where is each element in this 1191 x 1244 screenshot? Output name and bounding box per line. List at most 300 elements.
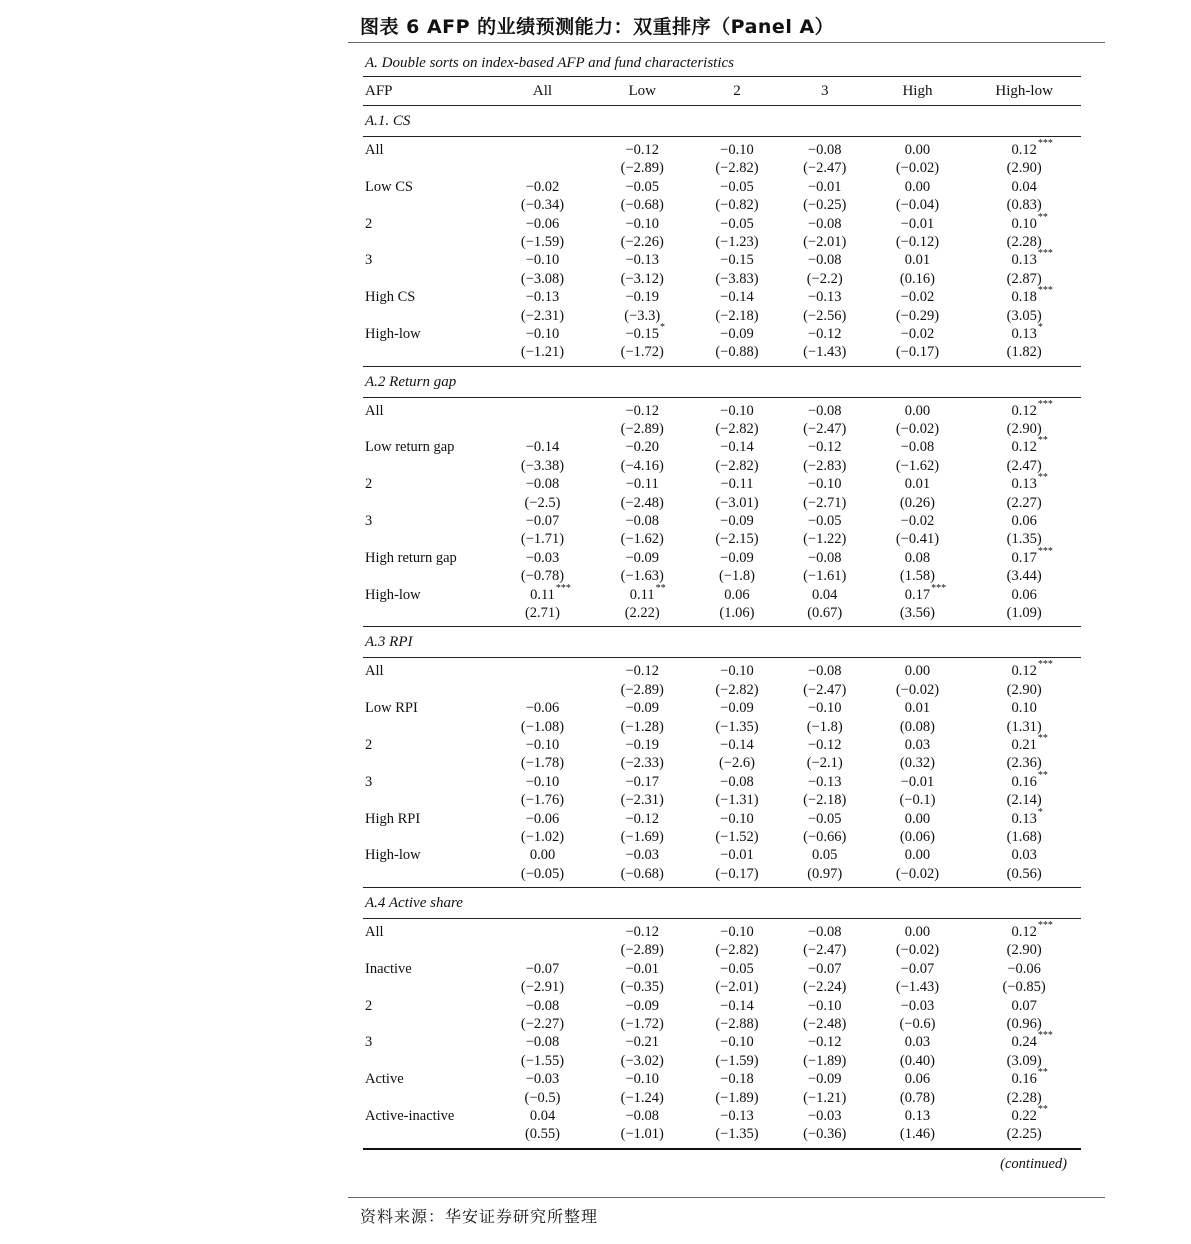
row-label: High-low — [365, 325, 421, 342]
coefficient-cell: 0.01 — [904, 700, 931, 717]
section-title: A.3 RPI — [365, 634, 413, 651]
table-row — [363, 846, 1081, 864]
tstat-cell: (−1.28) — [620, 718, 664, 735]
tstat-cell: (−2.89) — [620, 942, 664, 959]
tstat-cell: (0.78) — [899, 1089, 935, 1106]
tstat-cell: (−2.31) — [520, 307, 565, 324]
significance-stars: *** — [1037, 285, 1053, 297]
tstat-cell: (−2.5) — [524, 494, 561, 511]
coefficient-cell: −0.14 — [720, 997, 754, 1014]
tstat-cell: (−2.1) — [806, 755, 843, 772]
tstat-cell: (−1.78) — [520, 755, 565, 772]
tstat-cell: (−1.21) — [803, 1089, 847, 1106]
coefficient-cell: −0.08 — [807, 663, 842, 680]
coefficient-cell: −0.10 — [720, 810, 754, 827]
coefficient-cell — [967, 545, 1081, 567]
tstat-cell: (−1.43) — [895, 979, 940, 996]
tstat-cell: (2.22) — [624, 604, 660, 621]
tstat-cell: (−2.48) — [620, 494, 664, 511]
coefficient-value: −0.15 — [625, 325, 659, 342]
coefficient-cell: −0.07 — [807, 960, 842, 977]
coefficient-cell: −0.05 — [720, 960, 754, 977]
row-label-blank — [363, 791, 493, 809]
significance-stars: ** — [1037, 435, 1048, 447]
tstat-cell: (3.44) — [1006, 568, 1042, 585]
tstat-row — [363, 681, 1081, 699]
coefficient-cell — [967, 435, 1081, 456]
significance-stars: * — [660, 321, 665, 333]
tstat-cell: (−3.3) — [624, 307, 661, 324]
tstat-cell: (0.40) — [899, 1052, 935, 1069]
coefficient-cell: 0.06 — [724, 586, 750, 603]
coefficient-cell: −0.01 — [720, 847, 754, 864]
tstat-cell: (−0.05) — [520, 865, 565, 882]
coefficient-value: 0.16 — [1011, 773, 1037, 790]
coefficient-cell: 0.00 — [904, 142, 931, 158]
coefficient-cell: −0.09 — [625, 700, 659, 717]
tstat-cell: (2.47) — [1006, 457, 1042, 474]
tstat-cell: (−1.43) — [803, 344, 847, 361]
tstat-cell: (−0.78) — [520, 568, 565, 585]
tstat-cell: (3.56) — [899, 604, 935, 621]
tstat-row — [363, 420, 1081, 438]
table-row — [363, 582, 1081, 604]
coefficient-value: 0.13 — [1011, 252, 1037, 269]
tstat-cell: (−0.82) — [715, 197, 759, 214]
tstat-row — [363, 604, 1081, 622]
coefficient-cell: 0.00 — [904, 847, 931, 864]
tstat-row — [363, 1015, 1081, 1033]
coefficient-cell: −0.09 — [720, 700, 754, 717]
coefficient-cell: −0.03 — [807, 1107, 842, 1124]
table-row — [363, 732, 1081, 754]
table-row — [363, 769, 1081, 791]
tstat-cell: (2.90) — [1006, 421, 1042, 438]
tstat-cell: (−0.29) — [895, 307, 940, 324]
coefficient-cell: 0.13 — [904, 1107, 931, 1124]
coefficient-cell: 0.00 — [904, 810, 931, 827]
tstat-cell: (−2.71) — [803, 494, 847, 511]
tstat-cell: (−0.5) — [524, 1089, 561, 1106]
coefficient-cell — [967, 920, 1081, 941]
coefficient-cell: 0.03 — [1011, 847, 1037, 864]
coefficient-cell: −0.12 — [625, 663, 659, 680]
coefficient-value: 0.13 — [1011, 476, 1037, 493]
tstat-cell: (2.14) — [1006, 792, 1042, 809]
coefficient-cell: −0.01 — [900, 773, 935, 790]
coefficient-cell: −0.12 — [807, 325, 842, 342]
coefficient-cell: −0.19 — [625, 736, 659, 753]
row-label: 3 — [365, 252, 373, 269]
significance-stars: ** — [655, 582, 666, 594]
significance-stars: *** — [1037, 398, 1053, 410]
coefficient-cell — [967, 285, 1081, 306]
significance-stars: ** — [1037, 211, 1048, 223]
tstat-cell: (1.82) — [1006, 344, 1042, 361]
tstat-cell: (0.67) — [807, 604, 843, 621]
tstat-cell: (−1.21) — [520, 344, 565, 361]
coefficient-value: 0.22 — [1011, 1107, 1037, 1124]
coefficient-cell: −0.14 — [525, 439, 560, 456]
row-label: Inactive — [365, 960, 412, 977]
coefficient-cell: −0.14 — [720, 736, 754, 753]
coefficient-cell: −0.08 — [525, 997, 560, 1014]
coefficient-cell: −0.13 — [807, 289, 842, 306]
tstat-cell: (−2.82) — [715, 421, 759, 438]
table-row — [363, 178, 1081, 196]
coefficient-cell — [493, 923, 593, 941]
tstat-cell: (−2.82) — [715, 681, 759, 698]
tstat-cell: (−0.02) — [895, 160, 940, 177]
coefficient-cell: −0.10 — [525, 252, 560, 269]
coefficient-cell — [493, 141, 593, 159]
coefficient-cell: −0.08 — [807, 252, 842, 269]
coefficient-cell: −0.13 — [525, 289, 560, 306]
tstat-cell: (−1.62) — [895, 457, 940, 474]
tstat-cell: (−0.66) — [803, 828, 847, 845]
row-label: Active — [365, 1071, 404, 1088]
coefficient-value: 0.17 — [904, 586, 931, 603]
tstat-cell: (−1.52) — [715, 828, 759, 845]
tstat-cell: (−1.76) — [520, 792, 565, 809]
tstat-cell: (−1.61) — [803, 568, 847, 585]
tstat-row — [363, 343, 1081, 361]
coefficient-cell: −0.08 — [625, 513, 659, 530]
continued-note: (continued) — [1000, 1155, 1067, 1172]
tstat-cell: (−2.88) — [715, 1016, 759, 1033]
tstat-cell: (−1.69) — [620, 828, 664, 845]
coefficient-value: 0.16 — [1011, 1071, 1037, 1088]
column-header: 2 — [733, 83, 741, 99]
tstat-cell: (−2.83) — [803, 457, 847, 474]
tstat-cell: (−1.22) — [803, 531, 847, 548]
row-label-blank — [363, 270, 493, 288]
coefficient-cell — [967, 138, 1081, 159]
tstat-cell: (−0.17) — [895, 344, 940, 361]
coefficient-cell: −0.13 — [807, 773, 842, 790]
significance-stars: ** — [1037, 769, 1048, 781]
coefficient-cell: −0.09 — [625, 997, 659, 1014]
table-header-row — [363, 77, 1081, 105]
tstat-cell: (−0.85) — [1002, 979, 1046, 996]
table-row — [363, 806, 1081, 828]
coefficient-cell: −0.06 — [1007, 960, 1041, 977]
tstat-row — [363, 828, 1081, 846]
tstat-row — [363, 865, 1081, 883]
coefficient-value: 0.12 — [1011, 142, 1037, 158]
coefficient-cell: 0.06 — [904, 1071, 931, 1088]
row-label-blank — [363, 828, 493, 846]
row-label: High RPI — [365, 810, 421, 827]
tstat-cell: (−1.35) — [715, 1126, 759, 1143]
coefficient-cell: −0.07 — [900, 960, 935, 977]
coefficient-value: 0.10 — [1011, 215, 1037, 232]
coefficient-cell: −0.03 — [525, 1071, 560, 1088]
coefficient-cell: −0.10 — [720, 142, 754, 158]
row-label: High CS — [365, 289, 416, 306]
coefficient-cell: 0.00 — [904, 924, 931, 941]
row-label: Low return gap — [365, 439, 455, 456]
tstat-cell: (0.83) — [1006, 197, 1042, 214]
coefficient-cell: −0.09 — [720, 549, 754, 566]
significance-stars: ** — [1037, 1103, 1048, 1115]
coefficient-cell: −0.06 — [525, 215, 560, 232]
tstat-cell: (−2.15) — [715, 531, 759, 548]
tstat-cell: (−1.89) — [803, 1052, 847, 1069]
coefficient-value: 0.21 — [1011, 736, 1037, 753]
tstat-row — [363, 159, 1081, 177]
coefficient-cell — [967, 659, 1081, 680]
coefficient-cell: −0.10 — [525, 736, 560, 753]
tstat-cell — [493, 420, 593, 438]
column-header: High-low — [995, 83, 1053, 99]
tstat-cell: (3.05) — [1006, 307, 1042, 324]
row-label-blank — [363, 681, 493, 699]
coefficient-cell: −0.18 — [720, 1071, 754, 1088]
tstat-cell: (0.32) — [899, 755, 935, 772]
tstat-cell: (−2.47) — [803, 160, 847, 177]
tstat-row — [363, 307, 1081, 325]
coefficient-cell: −0.02 — [525, 178, 560, 195]
section-title: A.4 Active share — [365, 895, 463, 912]
table-row — [363, 997, 1081, 1015]
row-label-blank — [363, 567, 493, 585]
tstat-cell: (−0.17) — [715, 865, 759, 882]
tstat-cell: (−1.8) — [806, 718, 843, 735]
coefficient-value: 0.11 — [530, 586, 555, 603]
tstat-cell: (1.06) — [719, 604, 755, 621]
coefficient-cell — [493, 662, 593, 680]
row-label-blank — [363, 196, 493, 214]
tstat-cell: (0.26) — [899, 494, 935, 511]
tstat-cell: (2.28) — [1006, 1089, 1042, 1106]
coefficient-cell: −0.08 — [720, 773, 754, 790]
figure-title: 图表 6 AFP 的业绩预测能力：双重排序（Panel A） — [360, 16, 835, 38]
significance-stars: * — [1037, 806, 1043, 818]
row-label: Active-inactive — [365, 1107, 455, 1124]
coefficient-cell: 0.00 — [904, 663, 931, 680]
coefficient-cell: −0.09 — [625, 549, 659, 566]
source-note: 资料来源：华安证券研究所整理 — [360, 1207, 599, 1226]
coefficient-value: 0.18 — [1011, 289, 1037, 306]
coefficient-cell: −0.08 — [525, 476, 560, 493]
coefficient-cell: −0.09 — [720, 325, 754, 342]
coefficient-cell: −0.09 — [807, 1071, 842, 1088]
column-header: High — [902, 83, 933, 99]
coefficient-cell: −0.12 — [807, 439, 842, 456]
coefficient-cell: −0.06 — [525, 810, 560, 827]
tstat-cell: (1.46) — [899, 1126, 935, 1143]
coefficient-cell: −0.10 — [720, 402, 754, 419]
tstat-cell: (−0.25) — [803, 197, 847, 214]
coefficient-cell: −0.05 — [807, 810, 842, 827]
significance-stars: *** — [1037, 248, 1053, 260]
coefficient-cell: −0.07 — [525, 513, 560, 530]
tstat-row — [363, 567, 1081, 585]
coefficient-cell — [493, 582, 593, 604]
tstat-cell: (−4.16) — [620, 457, 664, 474]
row-label: 3 — [365, 773, 373, 790]
tstat-cell: (−2.82) — [715, 457, 759, 474]
coefficient-cell: 0.04 — [1011, 178, 1037, 195]
coefficient-cell — [967, 472, 1081, 493]
coefficient-value: 0.12 — [1011, 663, 1037, 680]
tstat-cell: (−0.68) — [620, 865, 664, 882]
table-row — [363, 211, 1081, 233]
tstat-cell: (0.56) — [1006, 865, 1042, 882]
tstat-cell: (−2.18) — [715, 307, 759, 324]
coefficient-cell: 0.10 — [1011, 700, 1037, 717]
row-label: 3 — [365, 513, 373, 530]
tstat-row — [363, 791, 1081, 809]
table-row — [363, 1067, 1081, 1088]
tstat-cell: (0.97) — [807, 865, 843, 882]
coefficient-value: 0.17 — [1011, 549, 1037, 566]
coefficient-value: 0.12 — [1011, 402, 1037, 419]
bottom-rule — [348, 1197, 1105, 1198]
tstat-cell: (−1.72) — [620, 344, 664, 361]
tstat-cell: (2.25) — [1006, 1126, 1042, 1143]
row-label-blank — [363, 978, 493, 996]
results-table — [363, 51, 1081, 1178]
row-label-blank — [363, 754, 493, 772]
tstat-row — [363, 1089, 1081, 1107]
coefficient-cell: −0.10 — [807, 700, 842, 717]
table-row — [363, 1030, 1081, 1051]
table-row — [363, 398, 1081, 420]
coefficient-cell: −0.10 — [807, 997, 842, 1014]
coefficient-cell: −0.13 — [625, 252, 659, 269]
significance-stars: * — [1037, 321, 1043, 333]
row-label: High return gap — [365, 549, 457, 566]
coefficient-cell: −0.01 — [625, 960, 659, 977]
coefficient-cell: −0.10 — [720, 924, 754, 941]
tstat-cell: (−2.56) — [803, 307, 847, 324]
coefficient-cell — [592, 582, 692, 604]
tstat-row — [363, 196, 1081, 214]
tstat-cell: (−2.89) — [620, 681, 664, 698]
coefficient-cell: −0.12 — [807, 736, 842, 753]
coefficient-cell: −0.10 — [525, 773, 560, 790]
column-header: Low — [628, 83, 656, 99]
coefficient-cell: −0.12 — [625, 810, 659, 827]
tstat-cell: (2.90) — [1006, 942, 1042, 959]
coefficient-cell: −0.17 — [625, 773, 659, 790]
tstat-cell: (−2.26) — [620, 233, 664, 250]
coefficient-cell: −0.08 — [807, 142, 842, 158]
tstat-cell: (−1.62) — [620, 531, 664, 548]
coefficient-cell: −0.08 — [807, 549, 842, 566]
tstat-cell: (2.90) — [1006, 681, 1042, 698]
coefficient-value: 0.12 — [1011, 439, 1037, 456]
row-label: Low RPI — [365, 700, 418, 717]
table-row — [363, 138, 1081, 159]
tstat-cell: (−0.34) — [520, 197, 565, 214]
tstat-cell: (−3.83) — [715, 270, 759, 287]
tstat-row — [363, 718, 1081, 736]
tstat-cell: (−3.38) — [520, 457, 565, 474]
coefficient-cell — [967, 321, 1081, 343]
column-header: All — [532, 83, 553, 99]
tstat-cell: (−0.36) — [803, 1126, 847, 1143]
coefficient-cell: 0.04 — [812, 586, 838, 603]
tstat-row — [363, 530, 1081, 548]
coefficient-cell: −0.08 — [807, 215, 842, 232]
row-label-blank — [363, 530, 493, 548]
coefficient-cell: −0.02 — [900, 289, 935, 306]
coefficient-cell: −0.15 — [720, 252, 754, 269]
row-label-blank — [363, 233, 493, 251]
coefficient-cell: −0.12 — [625, 402, 659, 419]
tstat-cell: (0.96) — [1006, 1016, 1042, 1033]
tstat-cell: (2.90) — [1006, 160, 1042, 177]
tstat-cell: (0.06) — [899, 828, 935, 845]
coefficient-cell: −0.05 — [625, 178, 659, 195]
tstat-cell: (3.09) — [1006, 1052, 1042, 1069]
significance-stars: *** — [1037, 138, 1053, 149]
tstat-cell: (−2.47) — [803, 942, 847, 959]
row-label: All — [365, 663, 384, 680]
tstat-cell: (−0.02) — [895, 681, 940, 698]
tstat-cell: (−2.91) — [520, 979, 565, 996]
row-label: All — [365, 924, 384, 941]
row-label: Low CS — [365, 178, 413, 195]
coefficient-cell: −0.09 — [720, 513, 754, 530]
tstat-cell: (2.87) — [1006, 270, 1042, 287]
coefficient-cell: −0.06 — [525, 700, 560, 717]
coefficient-cell: −0.03 — [525, 549, 560, 566]
table-row — [363, 321, 1081, 343]
coefficient-value: 0.12 — [1011, 924, 1037, 941]
tstat-row — [363, 978, 1081, 996]
tstat-cell: (−2.82) — [715, 942, 759, 959]
coefficient-cell: 0.04 — [529, 1107, 556, 1124]
tstat-cell: (1.68) — [1006, 828, 1042, 845]
coefficient-cell: 0.03 — [904, 736, 931, 753]
coefficient-cell — [967, 1103, 1081, 1125]
coefficient-cell: −0.14 — [720, 289, 754, 306]
coefficient-cell: −0.11 — [720, 476, 754, 493]
tstat-cell: (−2.48) — [803, 1016, 847, 1033]
coefficient-cell: 0.08 — [904, 549, 931, 566]
coefficient-value: 0.13 — [1011, 325, 1037, 342]
row-label: 2 — [365, 736, 373, 753]
tstat-cell: (−2.47) — [803, 421, 847, 438]
significance-stars: *** — [1037, 659, 1053, 671]
table-row — [363, 285, 1081, 306]
tstat-cell: (1.31) — [1006, 718, 1042, 735]
coefficient-cell: −0.10 — [807, 476, 842, 493]
coefficient-cell: 0.07 — [1011, 997, 1037, 1014]
column-header: 3 — [820, 83, 829, 99]
row-label: High-low — [365, 847, 421, 864]
table-row — [363, 472, 1081, 493]
coefficient-cell: −0.07 — [525, 960, 560, 977]
table-row — [363, 960, 1081, 978]
tstat-cell: (−1.02) — [520, 828, 565, 845]
tstat-cell: (−2.31) — [620, 792, 664, 809]
row-label-blank — [363, 307, 493, 325]
row-label-blank — [363, 865, 493, 883]
coefficient-cell: −0.10 — [720, 663, 754, 680]
row-label-blank — [363, 457, 493, 475]
coefficient-cell: −0.19 — [625, 289, 659, 306]
tstat-cell: (−1.08) — [520, 718, 565, 735]
tstat-cell: (−2.18) — [803, 792, 847, 809]
coefficient-cell: −0.01 — [807, 178, 842, 195]
tstat-cell: (−2.2) — [806, 270, 843, 287]
tstat-cell: (−1.31) — [715, 792, 759, 809]
